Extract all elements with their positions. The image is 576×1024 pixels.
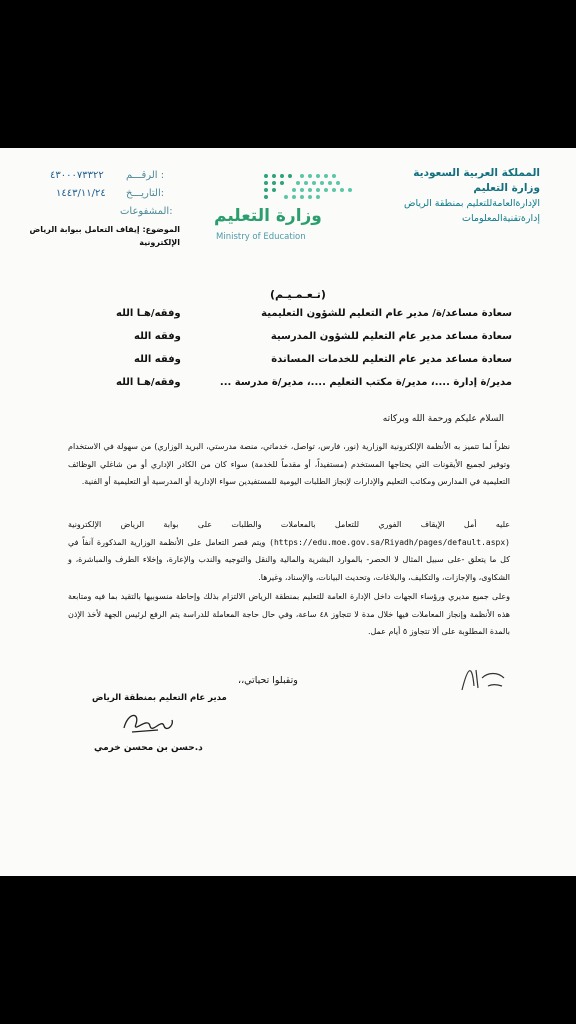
signatory-title: مدير عام التعليم بمنطقة الرياض (92, 693, 227, 703)
ministry-header (404, 166, 540, 226)
date-label: التاريـــخ: (126, 188, 165, 199)
circular-title: (تـعـمـيـم) (270, 288, 326, 301)
addressee-1: سعادة مساعد/ة/ مدير عام التعليم للشؤون التعليمية (261, 308, 512, 319)
addressee-4-wish: وفقه/هـا الله (116, 377, 181, 388)
document-page (0, 148, 576, 876)
closing-line: وتقبلوا تحياتي،، (238, 675, 298, 686)
subject-line-2: الإلكترونية (139, 238, 180, 247)
addressee-1-wish: وفقه/هـا الله (116, 308, 181, 319)
addressee-2: سعادة مساعد مدير عام التعليم للشؤون المدرسية (270, 331, 512, 342)
paragraph-2-end: ويتم قصر التعامل على الأنظمة الوزارية المذكورة آنفاً في كل ما يتعلق -على سبيل المثال لا الحصر- بالموارد البشرية والمالية والنقل والتوجيه والندب والإعارة، وإخلاء الطرف والمباشرة، و الشكاوى، والإجازات، والتكليف، والبلاغات، وتحديث البيانات، والإسناد، وغيرها. (68, 537, 510, 582)
greeting: السلام عليكم ورحمة الله وبركاته (382, 414, 504, 424)
addressee-3-wish: وفقه الله (134, 354, 181, 365)
date-value: ١٤٤٣/١١/٢٤ (56, 188, 106, 199)
it-admin-name: إدارةتقنيةالمعلومات (462, 213, 540, 224)
signatory-name: د.حسن بن محسن خرمي (94, 743, 203, 753)
paragraph-3: وعلى جميع مديري ورؤساء الجهات داخل الإدارة العامة للتعليم بمنطقة الرياض الالتزام بذلك وإحاطة منسوبيها بالتقيد بما فيه ومتابعة هذه الأنظمة وإنجاز المعاملات فيها خلال مدة لا تتجاوز ٤٨ ساعة، وفي حال حاجة المعاملة للدراسة يتم الرفع لرئيس الجهة لأخذ الإذن بالمدة المطلوبة على ألا تتجاوز ٥ أيام عمل. (68, 592, 510, 636)
logo-arabic-text: وزارة التعليم (214, 206, 322, 226)
paragraph-2 (68, 516, 510, 586)
paragraph-1: نظراً لما تتميز به الأنظمة الإلكترونية الوزارية (نور، فارس، تواصل، خدماتي، منصة مدرستي، البريد الوزاري) من سهولة في الاستخدام وتوفير لجميع الأيقونات التي يحتاجها المستخدم (مستفيداً، أو مقدماً للخدمة) سواء كان من الكادر الإداري أو من شاغلي الوظائف التعليمية في المدارس ومكاتب التعليم والإدارات لإنجاز الطلبات اليومية للمستفيدين سواء الإدارية أو المدرسية أو التعليمية أو الفنية. (68, 442, 510, 486)
subject-line-1: الموضوع: إيقاف التعامل ببوابة الرياض (29, 225, 180, 234)
signature-icon (118, 708, 178, 740)
ministry-logo (206, 170, 346, 250)
kingdom-name: المملكة العربية السعودية (413, 167, 540, 179)
logo-english-text: Ministry of Education (216, 232, 306, 242)
general-admin-name: الإدارةالعامةللتعليم بمنطقة الرياض (403, 198, 540, 209)
paragraph-2-start: عليه أمل الإيقاف الفوري للتعامل بالمعاملات والطلبات على بوابة الرياض الإلكترونية (68, 520, 510, 529)
addressee-2-wish: وفقه الله (134, 331, 181, 342)
addressee-3: سعادة مساعد مدير عام التعليم للخدمات المساندة (271, 354, 512, 365)
addressee-4: مدير/ة إدارة ....، مدير/ة مكتب التعليم ....، مدير/ة مدرسة ... (219, 377, 512, 388)
dots-emblem-icon (258, 170, 368, 206)
number-label: الرقـــم : (126, 170, 165, 181)
handwritten-initials-icon (458, 660, 510, 696)
attachments-label: المشفوعات: (120, 206, 173, 217)
number-value: ٤٣٠٠٠٧٣٣٢٢ (50, 170, 104, 181)
ministry-name: وزارة التعليم (473, 182, 540, 194)
riyadh-portal-url: (https://edu.moe.gov.sa/Riyadh/pages/default.aspx) (269, 537, 510, 547)
